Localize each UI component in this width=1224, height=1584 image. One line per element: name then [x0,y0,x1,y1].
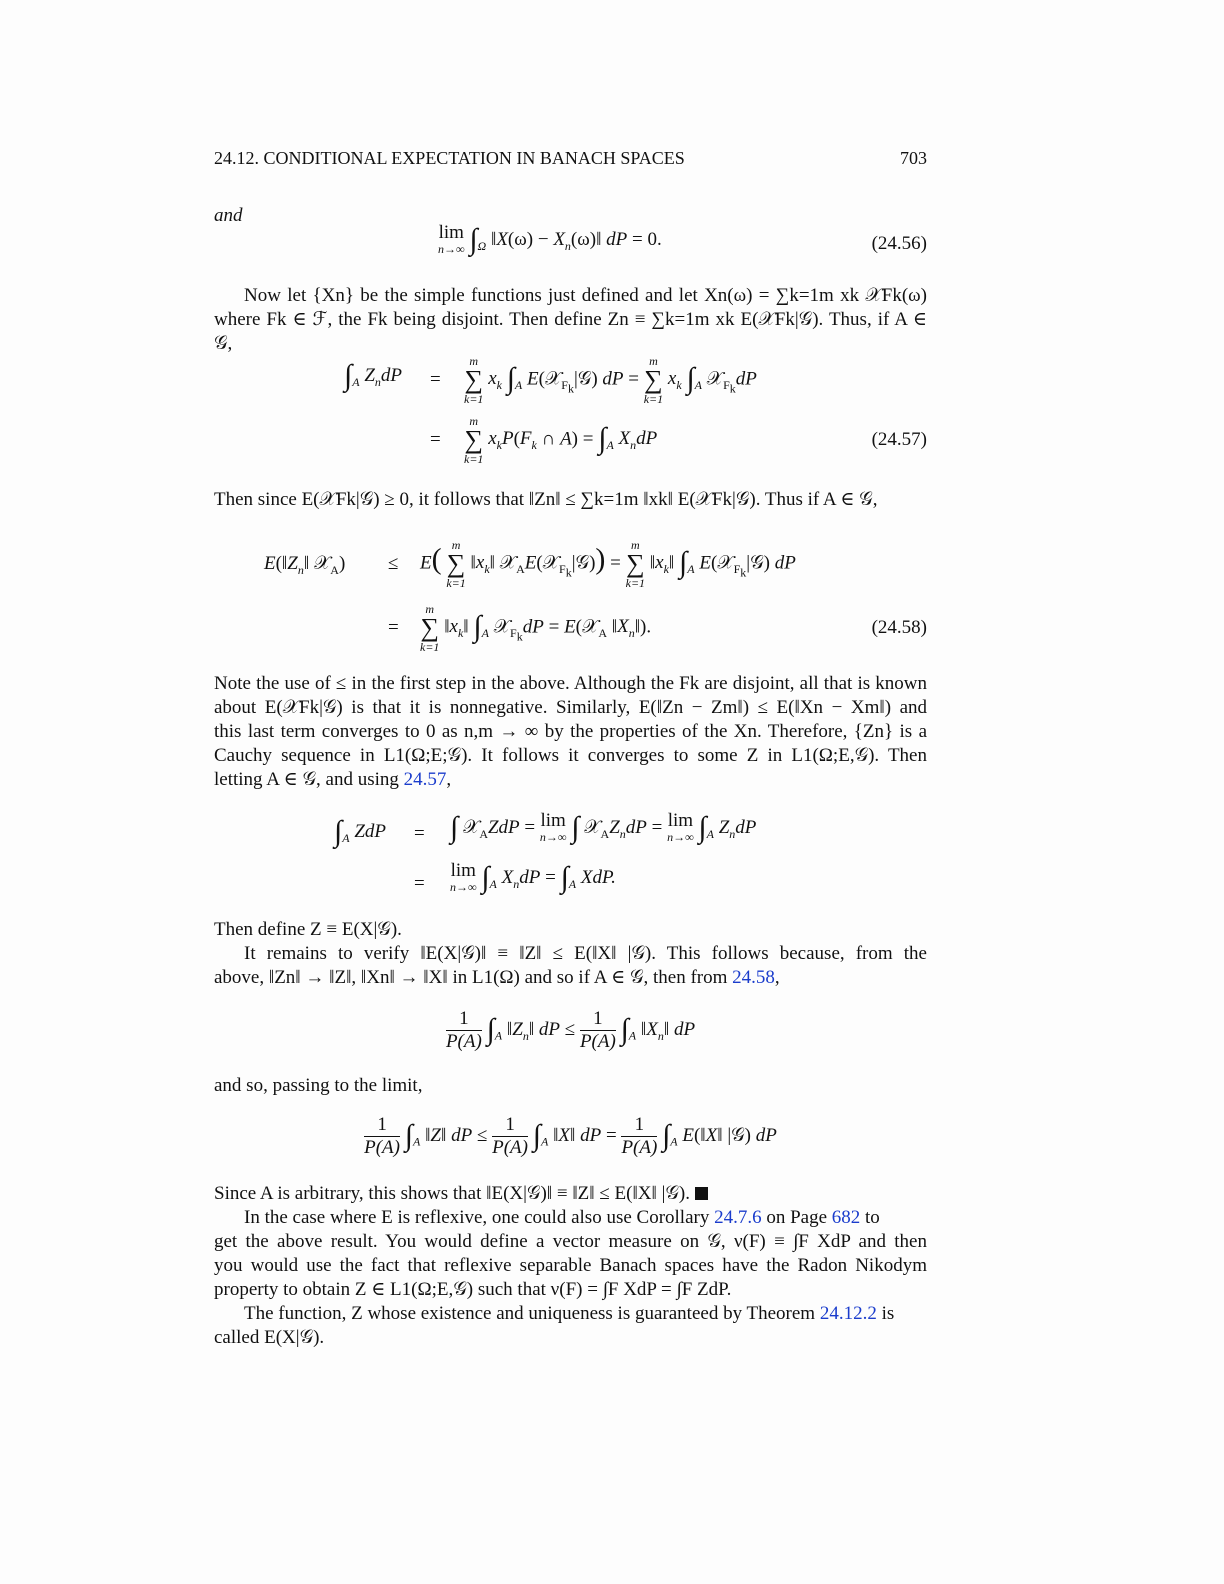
text-span: above, ‖Zn‖ → ‖Z‖, ‖Xn‖ → ‖X‖ in L1(Ω) and so if A ∈ 𝒢, then from [214,967,733,988]
page-number: 703 [900,148,927,168]
section-title: 24.12. CONDITIONAL EXPECTATION IN BANACH SPACES [214,148,685,168]
theorem-link[interactable]: 24.12.2 [819,1303,877,1324]
qed-square-icon [695,1187,708,1200]
paragraph-line: about E(𝒳Fk|𝒢) is that it is nonnegative. Similarly, E(‖Zn − Zm‖) ≤ E(‖Xn − Xm‖) and [214,697,927,718]
paragraph-line [214,1302,927,1326]
page-link[interactable]: 682 [831,1207,861,1228]
text-span: Since A is arbitrary, this shows that ‖E(X|𝒢)‖ ≡ ‖Z‖ ≤ E(‖X‖ |𝒢). [214,1183,691,1204]
equation-number: (24.57) [871,429,927,450]
text-span: is [876,1303,895,1324]
equation-number: (24.56) [871,233,927,254]
paragraph-line: you would use the fact that reflexive separable Banach spaces have the Radon Nikodym [214,1255,927,1276]
paragraph-line: Then define Z ≡ E(X|𝒢). [214,919,402,940]
limit-equation: $\int_A$ ZdP = ∫ 𝒳$_A$ZdP = lim n→∞ ∫ $𝒳_AZ_ndP = \lim$ n→∞ $\int_A$ $Z_ndP$ = lim n→∞ $\int_A$ $X_ndP = \int_A$ XdP. [334,809,757,894]
paragraph-line [214,1182,927,1206]
equation-link[interactable]: 24.57 [403,769,447,790]
equation-number: (24.58) [871,617,927,638]
paragraph-line: Cauchy sequence in L1(Ω;E;𝒢). It follows it converges to some Z in L1(Ω;E,𝒢). Then [214,745,927,766]
paragraph-line: property to obtain Z ∈ L1(Ω;E,𝒢) such that ν(F) = ∫F XdP = ∫F ZdP. [214,1279,732,1300]
paragraph-line [214,966,927,990]
inequality-equation: $\frac{1}{P(A)}$ $\int_A$ $‖Z_n‖$ dP ≤ $\frac{1}{P(A)}$ $\int_A$ $‖X_n‖$ dP [445,1008,696,1052]
paragraph-line [214,768,927,792]
paragraph-line: Now let {Xn} be the simple functions just defined and let Xn(ω) = ∑k=1m xk 𝒳Fk(ω) [244,285,927,306]
equation-24-56: lim n→∞ $\int_\Omega$ ‖X(ω) − $X_n(\omega)‖$ dP = 0. (24.56) [438,221,927,256]
text-and: and [214,205,243,226]
equation-24-58: $E(‖Z_n‖$ 𝒳$_A$) ≤ E( m ∑ k=1 $‖x_k‖$ 𝒳$_A$E(𝒳$_{F_k}$|𝒢)) = m ∑ k=1 $‖x_k‖$ $\int_A$ E(𝒳$_{F_k}$|𝒢) dP = m ∑ k=1 $‖x_k‖$ $\int_A$ 𝒳$_{F_k}$dP = E(𝒳$_A$ $‖X_n‖$). (24.58) [264,538,927,654]
text-span: to [860,1207,880,1228]
equation-link[interactable]: 24.58 [732,967,775,988]
paragraph-line: Note the use of ≤ in the first step in the above. Although the Fk are disjoint, all that is known [214,673,927,694]
text-span: letting A ∈ 𝒢, and using [214,769,404,790]
paragraph-line: get the above result. You would define a vector measure on 𝒢, ν(F) ≡ ∫F XdP and then [214,1231,927,1252]
paragraph-line: this last term converges to 0 as n,m → ∞ by the properties of the Xn. Therefore, {Zn} is a [214,721,927,742]
running-header [214,148,927,169]
paragraph-line: It remains to verify ‖E(X|𝒢)‖ ≡ ‖Z‖ ≤ E(‖X‖ |𝒢). This follows because, from the [244,943,927,964]
text-span: on Page [761,1207,832,1228]
text-span: The function, Z whose existence and uniqueness is guaranteed by Theorem [244,1303,820,1324]
text-span: , [774,967,780,988]
text-span: In the case where E is reflexive, one could also use Corollary [244,1207,715,1228]
corollary-link[interactable]: 24.7.6 [714,1207,762,1228]
paragraph-line: called E(X|𝒢). [214,1327,325,1348]
paragraph-line: where Fk ∈ ℱ, the Fk being disjoint. Then define Zn ≡ ∑k=1m xk E(𝒳Fk|𝒢). Thus, if A ∈ 𝒢, [214,309,927,354]
limit-inequality-equation: $\frac{1}{P(A)}$ $\int_A$ ‖Z‖ dP ≤ $\frac{1}{P(A)}$ $\int_A$ ‖X‖ dP = $\frac{1}{P(A)}$ $\int_A$ E(‖X‖ |𝒢) dP [364,1114,777,1158]
paragraph-line: and so, passing to the limit, [214,1075,423,1096]
text-span: , [446,769,452,790]
paragraph-line [214,1206,927,1230]
paragraph-line: Then since E(𝒳Fk|𝒢) ≥ 0, it follows that ‖Zn‖ ≤ ∑k=1m ‖xk‖ E(𝒳Fk|𝒢). Thus if A ∈ 𝒢, [214,489,878,510]
equation-24-57: $\int_A$ $Z_ndP$ = m ∑ k=1 $x_k$ $\int_A$ E(𝒳$_{F_k}$|𝒢) dP = m ∑ k=1 $x_k$ $\int_A$ 𝒳$_{F_k}$dP = m ∑ k=1 $x_kP(F_k$ ∩ $A) = \int_A$ $X_ndP$ (24.57) [344,354,927,466]
